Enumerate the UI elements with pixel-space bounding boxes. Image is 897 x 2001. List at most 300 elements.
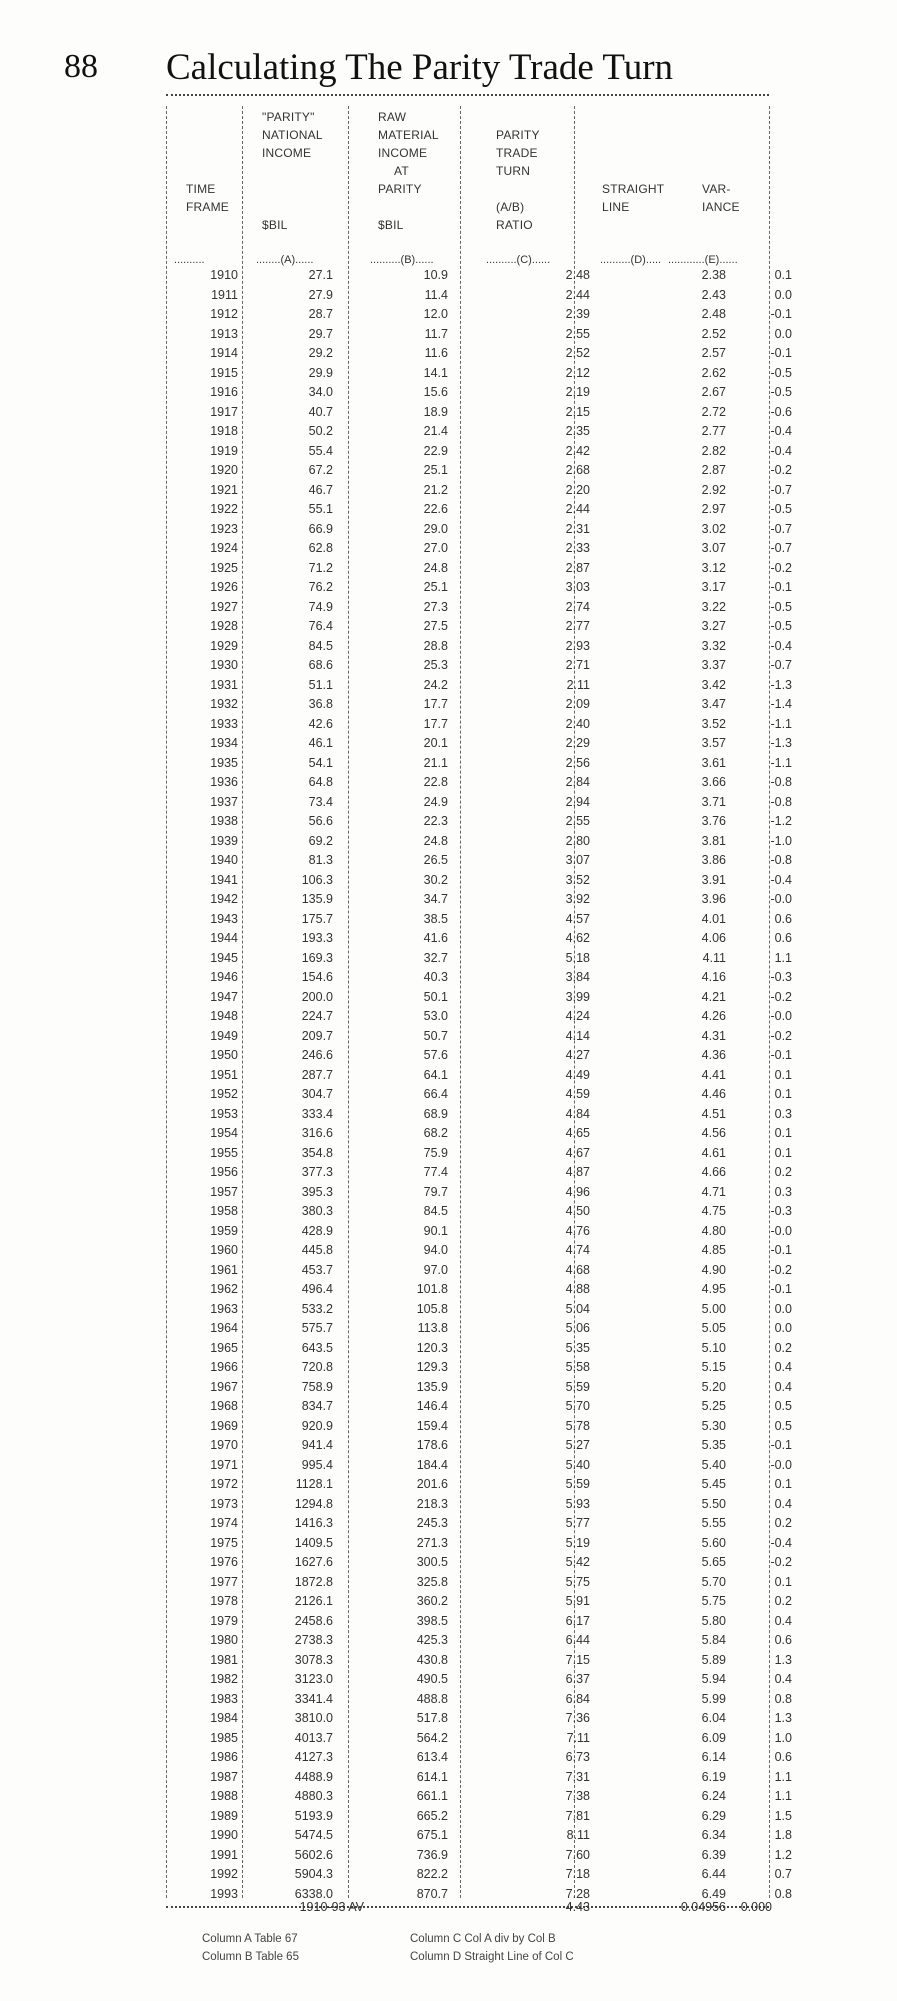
straight-line-cell: 4.56 (701, 1126, 726, 1140)
trade-turn-ratio-cell: 7.60 (565, 1847, 590, 1862)
raw-material-income-cell: 398.5 (416, 1613, 448, 1628)
raw-material-income-cell: 68.9 (423, 1106, 448, 1121)
raw-material-income-cell: 25.1 (423, 580, 448, 594)
straight-line-cell: 2.72 (701, 404, 726, 419)
national-income-cell: 5193.9 (294, 1808, 333, 1823)
average-row (166, 1900, 772, 1920)
year-cell: 1922 (210, 502, 238, 516)
table-row (166, 1436, 792, 1456)
straight-line-cell: 5.84 (701, 1633, 726, 1647)
trade-turn-ratio-cell: 5.42 (565, 1555, 590, 1569)
national-income-cell: 445.8 (301, 1243, 333, 1257)
table-row (166, 1280, 792, 1300)
year-cell: 1992 (210, 1867, 238, 1881)
year-cell: 1938 (210, 814, 238, 828)
raw-material-income-cell: 27.5 (423, 619, 448, 633)
trade-turn-ratio-cell: 7.31 (565, 1769, 590, 1784)
variance-cell: -0.4 (770, 424, 792, 438)
table-row (166, 1085, 792, 1105)
raw-material-income-cell: 178.6 (416, 1438, 448, 1452)
variance-cell: 0.5 (774, 1399, 792, 1413)
year-cell: 1952 (210, 1087, 238, 1101)
table-row (166, 1066, 792, 1086)
trade-turn-ratio-cell: 5.18 (565, 950, 590, 965)
trade-turn-ratio-cell: 2.74 (565, 599, 590, 614)
raw-material-income-cell: 17.7 (423, 697, 448, 711)
year-cell: 1988 (210, 1789, 238, 1803)
trade-turn-ratio-cell: 5.06 (565, 1321, 590, 1335)
straight-line-cell: 5.94 (701, 1672, 726, 1686)
national-income-cell: 4488.9 (294, 1769, 333, 1784)
trade-turn-ratio-cell: 3.03 (565, 580, 590, 594)
table-row (166, 851, 792, 871)
straight-line-cell: 4.06 (701, 931, 726, 945)
trade-turn-ratio-cell: 7.81 (565, 1808, 590, 1823)
table-row (166, 403, 792, 423)
trade-turn-ratio-cell: 2.94 (565, 794, 590, 809)
table-row (166, 1631, 792, 1651)
year-cell: 1984 (210, 1711, 238, 1725)
trade-turn-ratio-cell: 4.27 (565, 1048, 590, 1062)
variance-cell: 0.1 (774, 1477, 792, 1491)
raw-material-income-cell: 613.4 (416, 1750, 448, 1764)
raw-material-income-cell: 12.0 (423, 307, 448, 321)
year-cell: 1926 (210, 580, 238, 594)
variance-cell: 1.1 (774, 1769, 792, 1784)
straight-line-cell: 2.38 (701, 268, 726, 282)
trade-turn-ratio-cell: 5.93 (565, 1496, 590, 1511)
header-time-frame: TIME FRAME (186, 182, 229, 214)
straight-line-cell: 5.70 (701, 1574, 726, 1589)
straight-line-cell: 3.07 (701, 541, 726, 555)
straight-line-cell: 5.50 (701, 1496, 726, 1511)
raw-material-income-cell: 40.3 (423, 970, 448, 984)
variance-cell: 0.4 (774, 1496, 792, 1511)
national-income-cell: 46.1 (308, 736, 333, 750)
straight-line-cell: 3.91 (701, 872, 726, 887)
table-row (166, 968, 792, 988)
year-cell: 1968 (210, 1399, 238, 1413)
national-income-cell: 84.5 (308, 638, 333, 653)
header-col-c: PARITY TRADE TURN (A/B) RATIO (496, 128, 540, 232)
raw-material-income-cell: 614.1 (416, 1769, 448, 1784)
table-row (166, 1748, 792, 1768)
trade-turn-ratio-cell: 7.18 (565, 1867, 590, 1881)
trade-turn-ratio-cell: 4.88 (565, 1282, 590, 1296)
national-income-cell: 64.8 (308, 775, 333, 789)
year-cell: 1939 (210, 833, 238, 848)
table-row (166, 1261, 792, 1281)
national-income-cell: 40.7 (308, 404, 333, 419)
trade-turn-ratio-cell: 8.11 (566, 1828, 590, 1842)
trade-turn-ratio-cell: 2.12 (565, 365, 590, 380)
trade-turn-ratio-cell: 3.99 (565, 989, 590, 1004)
variance-cell: 0.8 (774, 1691, 792, 1706)
variance-cell: 0.1 (774, 1087, 792, 1101)
table-row (166, 1807, 792, 1827)
table-row (166, 1826, 792, 1846)
variance-cell: -0.3 (770, 970, 792, 984)
page-number: 88 (64, 48, 98, 85)
table-row (166, 500, 792, 520)
straight-line-cell: 5.25 (701, 1399, 726, 1413)
variance-cell: 0.0 (774, 326, 792, 341)
straight-line-cell: 2.43 (701, 287, 726, 302)
table-row (166, 1670, 792, 1690)
national-income-cell: 54.1 (308, 755, 333, 770)
national-income-cell: 380.3 (301, 1204, 333, 1218)
year-cell: 1949 (210, 1028, 238, 1043)
table-row (166, 266, 792, 286)
year-cell: 1944 (210, 931, 238, 945)
average-straight-line: 0.04956 (680, 1900, 726, 1914)
col-marker-a: ........(A)...... (256, 254, 314, 266)
national-income-cell: 27.9 (308, 287, 333, 302)
raw-material-income-cell: 68.2 (423, 1126, 448, 1140)
straight-line-cell: 3.76 (701, 814, 726, 828)
table-row (166, 1709, 792, 1729)
table-top-border (166, 94, 769, 96)
national-income-cell: 73.4 (308, 794, 333, 809)
variance-cell: -0.2 (770, 1262, 792, 1277)
raw-material-income-cell: 79.7 (423, 1184, 448, 1199)
year-cell: 1977 (210, 1574, 238, 1589)
table-row (166, 286, 792, 306)
straight-line-cell: 3.37 (701, 658, 726, 672)
table-row (166, 1417, 792, 1437)
raw-material-income-cell: 300.5 (416, 1555, 448, 1569)
national-income-cell: 36.8 (308, 697, 333, 711)
straight-line-cell: 5.55 (701, 1516, 726, 1530)
straight-line-cell: 4.26 (701, 1009, 726, 1023)
national-income-cell: 304.7 (301, 1087, 333, 1101)
national-income-cell: 995.4 (301, 1457, 333, 1472)
year-cell: 1913 (210, 326, 238, 341)
year-cell: 1916 (210, 385, 238, 399)
variance-cell: 0.3 (774, 1184, 792, 1199)
year-cell: 1917 (210, 404, 238, 419)
variance-cell: 0.4 (774, 1379, 792, 1394)
straight-line-cell: 6.44 (701, 1867, 726, 1881)
national-income-cell: 720.8 (301, 1360, 333, 1374)
table-row (166, 383, 792, 403)
straight-line-cell: 6.04 (701, 1711, 726, 1725)
trade-turn-ratio-cell: 3.07 (565, 853, 590, 867)
table-row (166, 988, 792, 1008)
year-cell: 1975 (210, 1535, 238, 1550)
variance-cell: 0.5 (774, 1418, 792, 1433)
straight-line-cell: 2.57 (701, 346, 726, 360)
trade-turn-ratio-cell: 3.92 (565, 892, 590, 906)
table-row (166, 871, 792, 891)
year-cell: 1958 (210, 1204, 238, 1218)
table-row (166, 1378, 792, 1398)
year-cell: 1947 (210, 989, 238, 1004)
variance-cell: 0.2 (774, 1165, 792, 1179)
national-income-cell: 6338.0 (294, 1886, 333, 1901)
table-row (166, 305, 792, 325)
year-cell: 1950 (210, 1048, 238, 1062)
straight-line-cell: 4.31 (701, 1028, 726, 1043)
national-income-cell: 71.2 (308, 560, 333, 575)
straight-line-cell: 2.62 (701, 365, 726, 380)
straight-line-cell: 4.01 (701, 911, 726, 926)
straight-line-cell: 3.32 (701, 638, 726, 653)
raw-material-income-cell: 50.7 (423, 1028, 448, 1043)
straight-line-cell: 3.57 (701, 736, 726, 750)
national-income-cell: 29.2 (308, 346, 333, 360)
trade-turn-ratio-cell: 5.04 (565, 1301, 590, 1316)
national-income-cell: 27.1 (308, 268, 333, 282)
year-cell: 1918 (210, 424, 238, 438)
raw-material-income-cell: 245.3 (416, 1516, 448, 1530)
national-income-cell: 28.7 (308, 307, 333, 321)
trade-turn-ratio-cell: 4.14 (565, 1028, 590, 1043)
raw-material-income-cell: 66.4 (423, 1087, 448, 1101)
raw-material-income-cell: 11.4 (424, 287, 448, 302)
variance-cell: -1.2 (770, 814, 792, 828)
year-cell: 1941 (210, 872, 238, 887)
straight-line-cell: 3.02 (701, 521, 726, 536)
variance-cell: 0.8 (774, 1886, 792, 1901)
variance-cell: -0.8 (770, 794, 792, 809)
trade-turn-ratio-cell: 5.91 (565, 1594, 590, 1608)
national-income-cell: 834.7 (301, 1399, 333, 1413)
national-income-cell: 1872.8 (294, 1574, 333, 1589)
trade-turn-ratio-cell: 2.93 (565, 638, 590, 653)
straight-line-cell: 3.96 (701, 892, 726, 906)
table-row (166, 676, 792, 696)
trade-turn-ratio-cell: 2.80 (565, 833, 590, 848)
variance-cell: 0.1 (774, 1126, 792, 1140)
raw-material-income-cell: 21.1 (423, 755, 448, 770)
trade-turn-ratio-cell: 2.77 (565, 619, 590, 633)
table-row (166, 695, 792, 715)
straight-line-cell: 3.52 (701, 716, 726, 731)
year-cell: 1969 (210, 1418, 238, 1433)
raw-material-income-cell: 14.1 (423, 365, 448, 380)
straight-line-cell: 2.67 (701, 385, 726, 399)
straight-line-cell: 5.60 (701, 1535, 726, 1550)
variance-cell: -0.5 (770, 385, 792, 399)
year-cell: 1971 (210, 1457, 238, 1472)
trade-turn-ratio-cell: 2.52 (565, 346, 590, 360)
national-income-cell: 920.9 (301, 1418, 333, 1433)
national-income-cell: 1416.3 (294, 1516, 333, 1530)
table-row (166, 1163, 792, 1183)
raw-material-income-cell: 94.0 (423, 1243, 448, 1257)
trade-turn-ratio-cell: 2.40 (565, 716, 590, 731)
straight-line-cell: 2.92 (701, 482, 726, 497)
variance-cell: -0.8 (770, 853, 792, 867)
national-income-cell: 56.6 (308, 814, 333, 828)
year-cell: 1933 (210, 716, 238, 731)
trade-turn-ratio-cell: 4.50 (565, 1204, 590, 1218)
table-row (166, 949, 792, 969)
raw-material-income-cell: 90.1 (423, 1223, 448, 1238)
variance-cell: 0.6 (774, 1750, 792, 1764)
national-income-cell: 154.6 (301, 970, 333, 984)
header-col-a: "PARITY" NATIONAL INCOME $BIL (262, 110, 323, 232)
variance-cell: -0.7 (770, 521, 792, 536)
table-row (166, 1690, 792, 1710)
year-cell: 1991 (210, 1847, 238, 1862)
raw-material-income-cell: 57.6 (423, 1048, 448, 1062)
national-income-cell: 3810.0 (294, 1711, 333, 1725)
table-row (166, 578, 792, 598)
table-row (166, 929, 792, 949)
year-cell: 1930 (210, 658, 238, 672)
variance-cell: 0.2 (774, 1340, 792, 1355)
year-cell: 1911 (211, 287, 238, 302)
raw-material-income-cell: 30.2 (423, 872, 448, 887)
national-income-cell: 758.9 (301, 1379, 333, 1394)
straight-line-cell: 6.09 (701, 1730, 726, 1745)
trade-turn-ratio-cell: 5.59 (565, 1477, 590, 1491)
year-cell: 1934 (210, 736, 238, 750)
raw-material-income-cell: 29.0 (423, 521, 448, 536)
raw-material-income-cell: 34.7 (423, 892, 448, 906)
header-col-d: STRAIGHT LINE (602, 182, 665, 214)
trade-turn-ratio-cell: 2.44 (565, 287, 590, 302)
year-cell: 1940 (210, 853, 238, 867)
straight-line-cell: 5.99 (701, 1691, 726, 1706)
table-row (166, 812, 792, 832)
table-row (166, 325, 792, 345)
national-income-cell: 1294.8 (294, 1496, 333, 1511)
raw-material-income-cell: 21.2 (423, 482, 448, 497)
year-cell: 1924 (210, 541, 238, 555)
national-income-cell: 224.7 (301, 1009, 333, 1023)
raw-material-income-cell: 736.9 (416, 1847, 448, 1862)
straight-line-cell: 3.66 (701, 775, 726, 789)
year-cell: 1937 (210, 794, 238, 809)
table-row (166, 1651, 792, 1671)
notes-left: Column A Table 67 Column B Table 65 (202, 1933, 299, 1963)
col-marker-d: ..........(D)..... (600, 254, 662, 266)
year-cell: 1946 (210, 970, 238, 984)
trade-turn-ratio-cell: 2.55 (565, 326, 590, 341)
variance-cell: -0.4 (770, 1535, 792, 1550)
trade-turn-ratio-cell: 2.48 (565, 268, 590, 282)
year-cell: 1978 (210, 1594, 238, 1608)
year-cell: 1976 (210, 1555, 238, 1569)
variance-cell: 0.1 (774, 1067, 792, 1082)
table-row (166, 1105, 792, 1125)
variance-cell: 1.1 (774, 950, 792, 965)
year-cell: 1932 (210, 697, 238, 711)
table-row (166, 1358, 792, 1378)
raw-material-income-cell: 488.8 (416, 1691, 448, 1706)
year-cell: 1936 (210, 775, 238, 789)
national-income-cell: 169.3 (301, 950, 333, 965)
national-income-cell: 428.9 (301, 1223, 333, 1238)
year-cell: 1979 (210, 1613, 238, 1628)
variance-cell: 0.6 (774, 931, 792, 945)
year-cell: 1972 (210, 1477, 238, 1491)
straight-line-cell: 3.47 (701, 697, 726, 711)
straight-line-cell: 6.24 (701, 1789, 726, 1803)
straight-line-cell: 4.61 (701, 1145, 726, 1160)
straight-line-cell: 5.89 (701, 1652, 726, 1667)
raw-material-income-cell: 218.3 (416, 1496, 448, 1511)
year-cell: 1966 (210, 1360, 238, 1374)
variance-cell: 0.6 (774, 1633, 792, 1647)
raw-material-income-cell: 360.2 (416, 1594, 448, 1608)
national-income-cell: 175.7 (301, 911, 333, 926)
straight-line-cell: 2.87 (701, 463, 726, 477)
straight-line-cell: 5.75 (701, 1594, 726, 1608)
raw-material-income-cell: 50.1 (423, 989, 448, 1004)
year-cell: 1919 (210, 443, 238, 458)
year-cell: 1920 (210, 463, 238, 477)
trade-turn-ratio-cell: 2.56 (565, 755, 590, 770)
straight-line-cell: 5.45 (701, 1477, 726, 1491)
variance-cell: -1.4 (770, 697, 792, 711)
variance-cell: -0.6 (770, 404, 792, 419)
table-row (166, 1339, 792, 1359)
year-cell: 1948 (210, 1009, 238, 1023)
table-row (166, 1183, 792, 1203)
table-row (166, 481, 792, 501)
trade-turn-ratio-cell: 6.44 (565, 1633, 590, 1647)
raw-material-income-cell: 64.1 (423, 1067, 448, 1082)
variance-cell: -0.1 (770, 1282, 792, 1296)
table-row (166, 656, 792, 676)
raw-material-income-cell: 27.3 (423, 599, 448, 614)
trade-turn-ratio-cell: 2.11 (566, 677, 590, 692)
raw-material-income-cell: 11.6 (424, 346, 448, 360)
national-income-cell: 1409.5 (294, 1535, 333, 1550)
trade-turn-ratio-cell: 2.29 (565, 736, 590, 750)
trade-turn-ratio-cell: 3.52 (565, 872, 590, 887)
raw-material-income-cell: 41.6 (423, 931, 448, 945)
raw-material-income-cell: 101.8 (416, 1282, 448, 1296)
national-income-cell: 2458.6 (294, 1613, 333, 1628)
trade-turn-ratio-cell: 6.73 (565, 1750, 590, 1764)
table-row (166, 1865, 792, 1885)
average-variance: 0.000 (740, 1900, 772, 1914)
year-cell: 1974 (210, 1516, 238, 1530)
table-row (166, 637, 792, 657)
trade-turn-ratio-cell: 2.44 (565, 502, 590, 516)
trade-turn-ratio-cell: 4.68 (565, 1262, 590, 1277)
national-income-cell: 246.6 (301, 1048, 333, 1062)
trade-turn-ratio-cell: 3.84 (565, 970, 590, 984)
raw-material-income-cell: 120.3 (416, 1340, 448, 1355)
year-cell: 1942 (210, 892, 238, 906)
variance-cell: -0.4 (770, 638, 792, 653)
straight-line-cell: 5.30 (701, 1418, 726, 1433)
variance-cell: 0.1 (774, 1574, 792, 1589)
national-income-cell: 46.7 (308, 482, 333, 497)
variance-cell: -0.5 (770, 599, 792, 614)
variance-cell: -0.5 (770, 365, 792, 380)
raw-material-income-cell: 425.3 (416, 1633, 448, 1647)
year-cell: 1959 (210, 1223, 238, 1238)
variance-cell: -0.0 (770, 1457, 792, 1472)
trade-turn-ratio-cell: 6.84 (565, 1691, 590, 1706)
table-row (166, 1475, 792, 1495)
year-cell: 1929 (210, 638, 238, 653)
variance-cell: 0.4 (774, 1613, 792, 1628)
straight-line-cell: 3.42 (701, 677, 726, 692)
trade-turn-ratio-cell: 4.96 (565, 1184, 590, 1199)
year-cell: 1970 (210, 1438, 238, 1452)
table-row (166, 1592, 792, 1612)
straight-line-cell: 4.66 (701, 1165, 726, 1179)
table-row (166, 617, 792, 637)
